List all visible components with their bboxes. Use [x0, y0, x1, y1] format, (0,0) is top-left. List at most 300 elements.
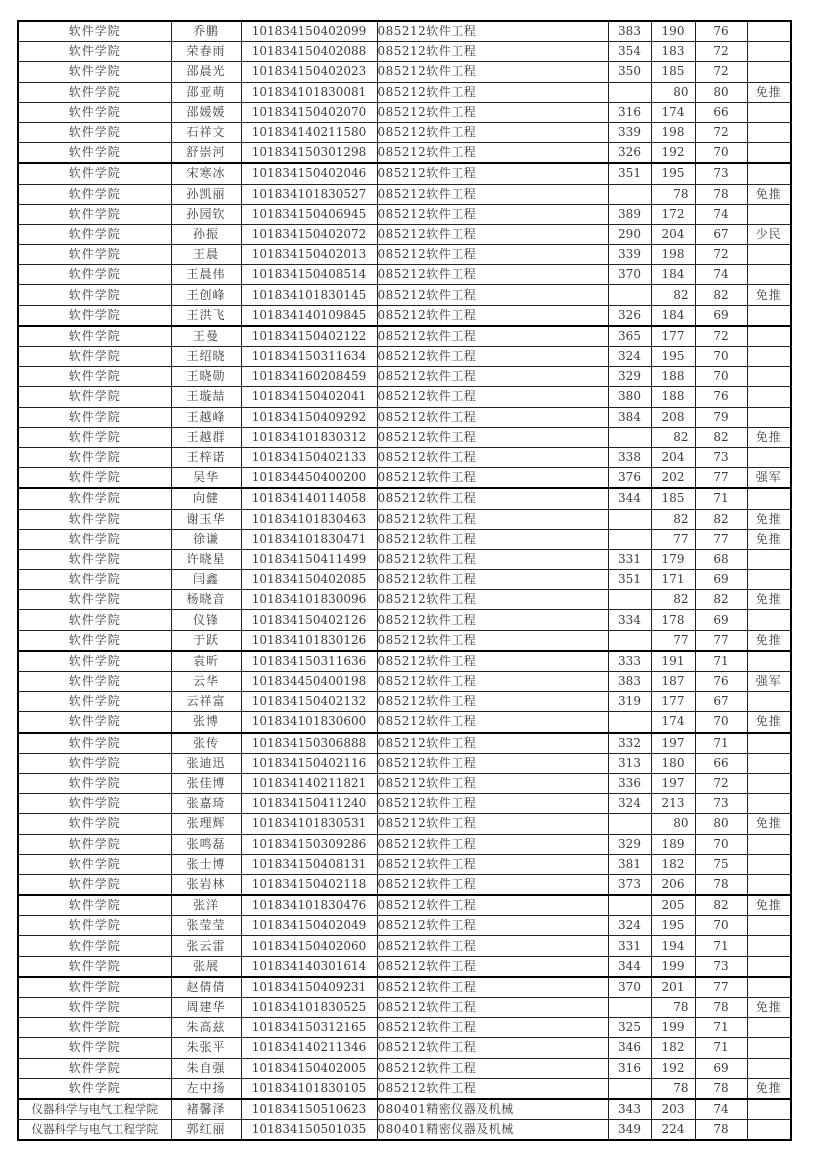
table-row [18, 956, 791, 977]
retest-score-cell: 208 [651, 407, 695, 427]
remark-cell [747, 102, 791, 122]
total-score-cell: 71 [695, 1038, 747, 1058]
student-name-cell: 王晨 [171, 245, 241, 265]
retest-score-cell: 204 [651, 224, 695, 244]
initial-score-cell: 324 [608, 916, 651, 936]
remark-cell [747, 610, 791, 630]
major-cell: 085212软件工程 [377, 672, 608, 692]
initial-score-cell: 290 [608, 224, 651, 244]
major-cell: 085212软件工程 [377, 773, 608, 793]
major-cell: 085212软件工程 [377, 1038, 608, 1058]
major-cell: 085212软件工程 [377, 1078, 608, 1099]
retest-score-cell: 78 [651, 1078, 695, 1099]
total-score-cell: 80 [695, 814, 747, 834]
major-cell: 085212软件工程 [377, 122, 608, 142]
school-cell: 软件学院 [18, 82, 171, 102]
remark-cell [747, 1018, 791, 1038]
school-cell: 软件学院 [18, 285, 171, 305]
remark-cell: 免推 [747, 285, 791, 305]
exam-id-cell: 101834101830312 [241, 427, 377, 447]
retest-score-cell: 195 [651, 916, 695, 936]
retest-score-cell: 203 [651, 1099, 695, 1120]
initial-score-cell: 324 [608, 347, 651, 367]
retest-score-cell: 82 [651, 590, 695, 610]
student-name-cell: 张洋 [171, 895, 241, 916]
retest-score-cell: 77 [651, 529, 695, 549]
table-row [18, 347, 791, 367]
table-row [18, 488, 791, 509]
total-score-cell: 72 [695, 42, 747, 62]
student-name-cell: 周建华 [171, 998, 241, 1018]
major-cell: 085212软件工程 [377, 692, 608, 712]
total-score-cell: 73 [695, 956, 747, 977]
table-row [18, 143, 791, 164]
retest-score-cell: 199 [651, 1018, 695, 1038]
table-row [18, 224, 791, 244]
remark-cell: 免推 [747, 509, 791, 529]
initial-score-cell: 349 [608, 1120, 651, 1141]
table-row [18, 733, 791, 754]
remark-cell [747, 1120, 791, 1141]
student-name-cell: 杨晓音 [171, 590, 241, 610]
initial-score-cell: 319 [608, 692, 651, 712]
total-score-cell: 72 [695, 122, 747, 142]
student-name-cell: 张理辉 [171, 814, 241, 834]
major-cell: 085212软件工程 [377, 895, 608, 916]
exam-id-cell: 101834101830527 [241, 184, 377, 204]
retest-score-cell: 80 [651, 814, 695, 834]
student-name-cell: 郭红丽 [171, 1120, 241, 1141]
student-name-cell: 许晓星 [171, 549, 241, 569]
school-cell: 软件学院 [18, 610, 171, 630]
total-score-cell: 82 [695, 509, 747, 529]
major-cell: 085212软件工程 [377, 874, 608, 895]
table-row [18, 1018, 791, 1038]
remark-cell [747, 854, 791, 874]
school-cell: 软件学院 [18, 651, 171, 672]
exam-id-cell: 101834140109845 [241, 305, 377, 326]
school-cell: 软件学院 [18, 305, 171, 326]
exam-id-cell: 101834140211346 [241, 1038, 377, 1058]
school-cell: 软件学院 [18, 21, 171, 42]
remark-cell: 免推 [747, 1078, 791, 1099]
student-name-cell: 孙凯丽 [171, 184, 241, 204]
student-name-cell: 朱高兹 [171, 1018, 241, 1038]
retest-score-cell: 202 [651, 468, 695, 489]
initial-score-cell: 338 [608, 447, 651, 467]
student-name-cell: 张迪迅 [171, 753, 241, 773]
exam-id-cell: 101834150402023 [241, 62, 377, 82]
retest-score-cell: 177 [651, 326, 695, 347]
total-score-cell: 77 [695, 630, 747, 651]
exam-id-cell: 101834101830531 [241, 814, 377, 834]
remark-cell [747, 163, 791, 184]
total-score-cell: 70 [695, 916, 747, 936]
table-row [18, 712, 791, 733]
remark-cell [747, 570, 791, 590]
student-name-cell: 袁昕 [171, 651, 241, 672]
total-score-cell: 72 [695, 245, 747, 265]
student-name-cell: 褚馨泽 [171, 1099, 241, 1120]
major-cell: 085212软件工程 [377, 753, 608, 773]
remark-cell [747, 143, 791, 164]
initial-score-cell [608, 82, 651, 102]
table-row [18, 529, 791, 549]
total-score-cell: 78 [695, 998, 747, 1018]
table-row [18, 407, 791, 427]
initial-score-cell: 365 [608, 326, 651, 347]
retest-score-cell: 180 [651, 753, 695, 773]
major-cell: 085212软件工程 [377, 549, 608, 569]
retest-score-cell: 191 [651, 651, 695, 672]
major-cell: 085212软件工程 [377, 42, 608, 62]
remark-cell [747, 651, 791, 672]
initial-score-cell: 384 [608, 407, 651, 427]
retest-score-cell: 183 [651, 42, 695, 62]
retest-score-cell: 82 [651, 285, 695, 305]
school-cell: 软件学院 [18, 1058, 171, 1078]
major-cell: 085212软件工程 [377, 854, 608, 874]
student-name-cell: 王创峰 [171, 285, 241, 305]
initial-score-cell: 381 [608, 854, 651, 874]
school-cell: 软件学院 [18, 488, 171, 509]
table-row [18, 387, 791, 407]
major-cell: 085212软件工程 [377, 305, 608, 326]
exam-id-cell: 101834101830145 [241, 285, 377, 305]
student-name-cell: 王曼 [171, 326, 241, 347]
initial-score-cell: 389 [608, 204, 651, 224]
major-cell: 085212软件工程 [377, 265, 608, 285]
retest-score-cell: 172 [651, 204, 695, 224]
initial-score-cell [608, 1078, 651, 1099]
student-name-cell: 朱自强 [171, 1058, 241, 1078]
student-name-cell: 赵倩倩 [171, 977, 241, 998]
exam-id-cell: 101834150402070 [241, 102, 377, 122]
retest-score-cell: 171 [651, 570, 695, 590]
retest-score-cell: 204 [651, 447, 695, 467]
exam-id-cell: 101834150409231 [241, 977, 377, 998]
exam-id-cell: 101834150411499 [241, 549, 377, 569]
remark-cell: 少民 [747, 224, 791, 244]
retest-score-cell: 195 [651, 163, 695, 184]
school-cell: 软件学院 [18, 122, 171, 142]
remark-cell [747, 62, 791, 82]
exam-id-cell: 101834150402049 [241, 916, 377, 936]
exam-id-cell: 101834150309286 [241, 834, 377, 854]
student-name-cell: 邵晨光 [171, 62, 241, 82]
major-cell: 080401精密仪器及机械 [377, 1120, 608, 1141]
retest-score-cell: 206 [651, 874, 695, 895]
exam-id-cell: 101834150301298 [241, 143, 377, 164]
table-row [18, 1038, 791, 1058]
exam-id-cell: 101834101830600 [241, 712, 377, 733]
exam-id-cell: 101834101830463 [241, 509, 377, 529]
table-row [18, 998, 791, 1018]
remark-cell [747, 874, 791, 895]
total-score-cell: 71 [695, 488, 747, 509]
retest-score-cell: 198 [651, 122, 695, 142]
remark-cell [747, 42, 791, 62]
student-name-cell: 闫鑫 [171, 570, 241, 590]
major-cell: 085212软件工程 [377, 447, 608, 467]
remark-cell [747, 122, 791, 142]
initial-score-cell: 344 [608, 956, 651, 977]
school-cell: 软件学院 [18, 347, 171, 367]
remark-cell [747, 265, 791, 285]
exam-id-cell: 101834160208459 [241, 367, 377, 387]
student-name-cell: 仪锋 [171, 610, 241, 630]
total-score-cell: 67 [695, 692, 747, 712]
retest-score-cell: 82 [651, 427, 695, 447]
school-cell: 软件学院 [18, 854, 171, 874]
table-row [18, 672, 791, 692]
school-cell: 软件学院 [18, 570, 171, 590]
major-cell: 085212软件工程 [377, 427, 608, 447]
retest-score-cell: 197 [651, 733, 695, 754]
remark-cell [747, 1058, 791, 1078]
school-cell: 软件学院 [18, 977, 171, 998]
table-row [18, 21, 791, 42]
total-score-cell: 69 [695, 305, 747, 326]
major-cell: 085212软件工程 [377, 285, 608, 305]
major-cell: 085212软件工程 [377, 712, 608, 733]
total-score-cell: 70 [695, 834, 747, 854]
total-score-cell: 70 [695, 347, 747, 367]
remark-cell [747, 977, 791, 998]
major-cell: 085212软件工程 [377, 794, 608, 814]
table-row [18, 773, 791, 793]
retest-score-cell: 174 [651, 102, 695, 122]
retest-score-cell: 194 [651, 936, 695, 956]
table-row [18, 651, 791, 672]
remark-cell [747, 773, 791, 793]
school-cell: 软件学院 [18, 672, 171, 692]
major-cell: 085212软件工程 [377, 998, 608, 1018]
initial-score-cell [608, 630, 651, 651]
student-name-cell: 张莹莹 [171, 916, 241, 936]
school-cell: 软件学院 [18, 794, 171, 814]
total-score-cell: 74 [695, 1099, 747, 1120]
initial-score-cell: 316 [608, 102, 651, 122]
major-cell: 085212软件工程 [377, 224, 608, 244]
initial-score-cell [608, 590, 651, 610]
school-cell: 软件学院 [18, 874, 171, 895]
table-row [18, 82, 791, 102]
exam-id-cell: 101834150312165 [241, 1018, 377, 1038]
student-name-cell: 舒崇河 [171, 143, 241, 164]
student-name-cell: 荣春雨 [171, 42, 241, 62]
exam-id-cell: 101834150402041 [241, 387, 377, 407]
school-cell: 软件学院 [18, 468, 171, 489]
total-score-cell: 74 [695, 204, 747, 224]
initial-score-cell: 325 [608, 1018, 651, 1038]
total-score-cell: 76 [695, 672, 747, 692]
table-row [18, 549, 791, 569]
remark-cell [747, 447, 791, 467]
table-row [18, 977, 791, 998]
student-name-cell: 王越群 [171, 427, 241, 447]
table-row [18, 692, 791, 712]
remark-cell: 免推 [747, 427, 791, 447]
retest-score-cell: 224 [651, 1120, 695, 1141]
exam-id-cell: 101834450400198 [241, 672, 377, 692]
initial-score-cell: 326 [608, 143, 651, 164]
remark-cell: 免推 [747, 590, 791, 610]
major-cell: 085212软件工程 [377, 367, 608, 387]
major-cell: 085212软件工程 [377, 468, 608, 489]
remark-cell [747, 488, 791, 509]
total-score-cell: 79 [695, 407, 747, 427]
table-row [18, 874, 791, 895]
exam-id-cell: 101834101830471 [241, 529, 377, 549]
retest-score-cell: 174 [651, 712, 695, 733]
exam-id-cell: 101834150402116 [241, 753, 377, 773]
table-row [18, 1099, 791, 1120]
remark-cell: 免推 [747, 184, 791, 204]
total-score-cell: 72 [695, 326, 747, 347]
student-name-cell: 张展 [171, 956, 241, 977]
retest-score-cell: 188 [651, 387, 695, 407]
major-cell: 085212软件工程 [377, 143, 608, 164]
exam-id-cell: 101834150402072 [241, 224, 377, 244]
table-row [18, 367, 791, 387]
table-row [18, 122, 791, 142]
retest-score-cell: 198 [651, 245, 695, 265]
initial-score-cell: 370 [608, 977, 651, 998]
exam-id-cell: 101834150402046 [241, 163, 377, 184]
major-cell: 085212软件工程 [377, 733, 608, 754]
student-name-cell: 王梓诺 [171, 447, 241, 467]
exam-id-cell: 101834150402013 [241, 245, 377, 265]
total-score-cell: 73 [695, 794, 747, 814]
school-cell: 软件学院 [18, 447, 171, 467]
exam-id-cell: 101834101830096 [241, 590, 377, 610]
total-score-cell: 76 [695, 387, 747, 407]
retest-score-cell: 184 [651, 305, 695, 326]
total-score-cell: 70 [695, 143, 747, 164]
retest-score-cell: 179 [651, 549, 695, 569]
exam-id-cell: 101834140211580 [241, 122, 377, 142]
initial-score-cell [608, 895, 651, 916]
school-cell: 软件学院 [18, 590, 171, 610]
table-row [18, 1120, 791, 1141]
exam-id-cell: 101834150402133 [241, 447, 377, 467]
school-cell: 软件学院 [18, 265, 171, 285]
student-name-cell: 张岩林 [171, 874, 241, 895]
student-name-cell: 谢玉华 [171, 509, 241, 529]
exam-id-cell: 101834150402122 [241, 326, 377, 347]
exam-id-cell: 101834150409292 [241, 407, 377, 427]
initial-score-cell: 376 [608, 468, 651, 489]
table-row [18, 630, 791, 651]
initial-score-cell [608, 285, 651, 305]
remark-cell: 强军 [747, 468, 791, 489]
student-name-cell: 左中扬 [171, 1078, 241, 1099]
table-row [18, 468, 791, 489]
school-cell: 软件学院 [18, 163, 171, 184]
table-row [18, 1078, 791, 1099]
student-name-cell: 邵媛媛 [171, 102, 241, 122]
table-row [18, 895, 791, 916]
remark-cell [747, 753, 791, 773]
exam-id-cell: 101834150402088 [241, 42, 377, 62]
retest-score-cell: 82 [651, 509, 695, 529]
total-score-cell: 77 [695, 977, 747, 998]
exam-id-cell: 101834150402126 [241, 610, 377, 630]
student-name-cell: 吴华 [171, 468, 241, 489]
initial-score-cell: 351 [608, 570, 651, 590]
initial-score-cell: 336 [608, 773, 651, 793]
major-cell: 085212软件工程 [377, 326, 608, 347]
school-cell: 软件学院 [18, 184, 171, 204]
remark-cell: 免推 [747, 895, 791, 916]
total-score-cell: 82 [695, 590, 747, 610]
school-cell: 软件学院 [18, 1038, 171, 1058]
total-score-cell: 70 [695, 712, 747, 733]
initial-score-cell: 329 [608, 367, 651, 387]
initial-score-cell: 373 [608, 874, 651, 895]
total-score-cell: 82 [695, 895, 747, 916]
student-name-cell: 王洪飞 [171, 305, 241, 326]
total-score-cell: 75 [695, 854, 747, 874]
initial-score-cell: 329 [608, 834, 651, 854]
major-cell: 085212软件工程 [377, 529, 608, 549]
retest-score-cell: 78 [651, 184, 695, 204]
school-cell: 软件学院 [18, 427, 171, 447]
remark-cell [747, 549, 791, 569]
exam-id-cell: 101834150402132 [241, 692, 377, 712]
major-cell: 085212软件工程 [377, 570, 608, 590]
table-row [18, 794, 791, 814]
remark-cell [747, 936, 791, 956]
remark-cell [747, 305, 791, 326]
exam-id-cell: 101834150402099 [241, 21, 377, 42]
total-score-cell: 71 [695, 936, 747, 956]
retest-score-cell: 205 [651, 895, 695, 916]
student-name-cell: 王璇喆 [171, 387, 241, 407]
table-row [18, 447, 791, 467]
table-row [18, 245, 791, 265]
major-cell: 085212软件工程 [377, 956, 608, 977]
initial-score-cell [608, 712, 651, 733]
student-name-cell: 徐谦 [171, 529, 241, 549]
retest-score-cell: 78 [651, 998, 695, 1018]
major-cell: 085212软件工程 [377, 387, 608, 407]
table-row [18, 814, 791, 834]
major-cell: 085212软件工程 [377, 204, 608, 224]
school-cell: 软件学院 [18, 895, 171, 916]
total-score-cell: 69 [695, 610, 747, 630]
total-score-cell: 66 [695, 102, 747, 122]
initial-score-cell: 343 [608, 1099, 651, 1120]
major-cell: 085212软件工程 [377, 347, 608, 367]
exam-id-cell: 101834150402060 [241, 936, 377, 956]
table-body [18, 21, 791, 1140]
major-cell: 085212软件工程 [377, 82, 608, 102]
table-row [18, 834, 791, 854]
major-cell: 085212软件工程 [377, 916, 608, 936]
retest-score-cell: 185 [651, 62, 695, 82]
initial-score-cell: 332 [608, 733, 651, 754]
student-name-cell: 向健 [171, 488, 241, 509]
exam-id-cell: 101834101830105 [241, 1078, 377, 1099]
retest-score-cell: 187 [651, 672, 695, 692]
table-row [18, 590, 791, 610]
exam-id-cell: 101834150408131 [241, 854, 377, 874]
exam-id-cell: 101834140301614 [241, 956, 377, 977]
total-score-cell: 73 [695, 447, 747, 467]
school-cell: 软件学院 [18, 814, 171, 834]
